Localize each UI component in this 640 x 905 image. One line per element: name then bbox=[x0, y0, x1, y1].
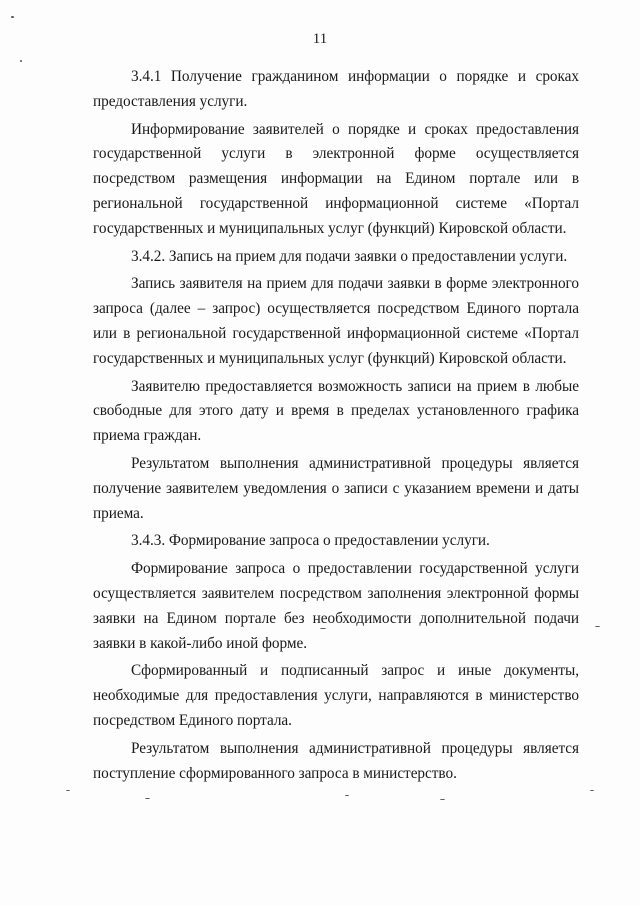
section-heading-3-4-1: 3.4.1 Получение гражданином информации о порядке и сроках предоставления услуги. bbox=[93, 68, 579, 110]
scan-speck bbox=[590, 790, 594, 791]
scan-speck bbox=[145, 798, 150, 799]
paragraph-appointment-options: Заявителю предоставляется возможность записи на прием в любые свободные для этого дату и время в пределах установленного графика приема граждан. bbox=[93, 377, 579, 445]
section-heading-3-4-2: 3.4.2. Запись на прием для подачи заявки о предоставлении услуги. bbox=[131, 247, 568, 265]
scan-speck bbox=[20, 60, 22, 62]
scan-speck bbox=[66, 790, 70, 791]
paragraph-appointment-record: Запись заявителя на прием для подачи заявки в форме электронного запроса (далее – запрос) осуществляется посредством Единого портала или в региональной государственной информационной системе «Портал государственных и муниципальных услуг (функций) Кировской области. bbox=[93, 275, 579, 367]
paragraph-informing: Информирование заявителей о порядке и сроках предоставления государственной услуги в электронной форме осуществляется посредством размещения информации на Едином портале или в региональной государственной информационной системе «Портал государственных и муниципальных услуг (функций) Кировской области. bbox=[93, 120, 579, 237]
document-body bbox=[93, 65, 579, 789]
page-number: 11 bbox=[312, 31, 328, 47]
section-heading-3-4-3: 3.4.3. Формирование запроса о предоставлении услуги. bbox=[131, 532, 490, 550]
scan-speck bbox=[345, 795, 349, 796]
scan-speck bbox=[595, 626, 600, 627]
scan-speck bbox=[440, 799, 445, 800]
scan-speck bbox=[11, 16, 14, 18]
paragraph-request-result: Результатом выполнения административной процедуры является поступление сформированного запроса в министерство. bbox=[93, 739, 579, 782]
paragraph-request-sending: Сформированный и подписанный запрос и иные документы, необходимые для предоставления услуги, направляются в министерство посредством Единого портала. bbox=[93, 662, 579, 729]
paragraph-request-forming: Формирование запроса о предоставлении государственной услуги осуществляется заявителем посредством заполнения электронной формы заявки на Едином портале без необходимости дополнительной подачи заявки в какой-либо иной форме. bbox=[93, 560, 579, 652]
paragraph-appointment-result: Результатом выполнения административной процедуры является получение заявителем уведомления о записи с указанием времени и даты приема. bbox=[93, 454, 579, 522]
